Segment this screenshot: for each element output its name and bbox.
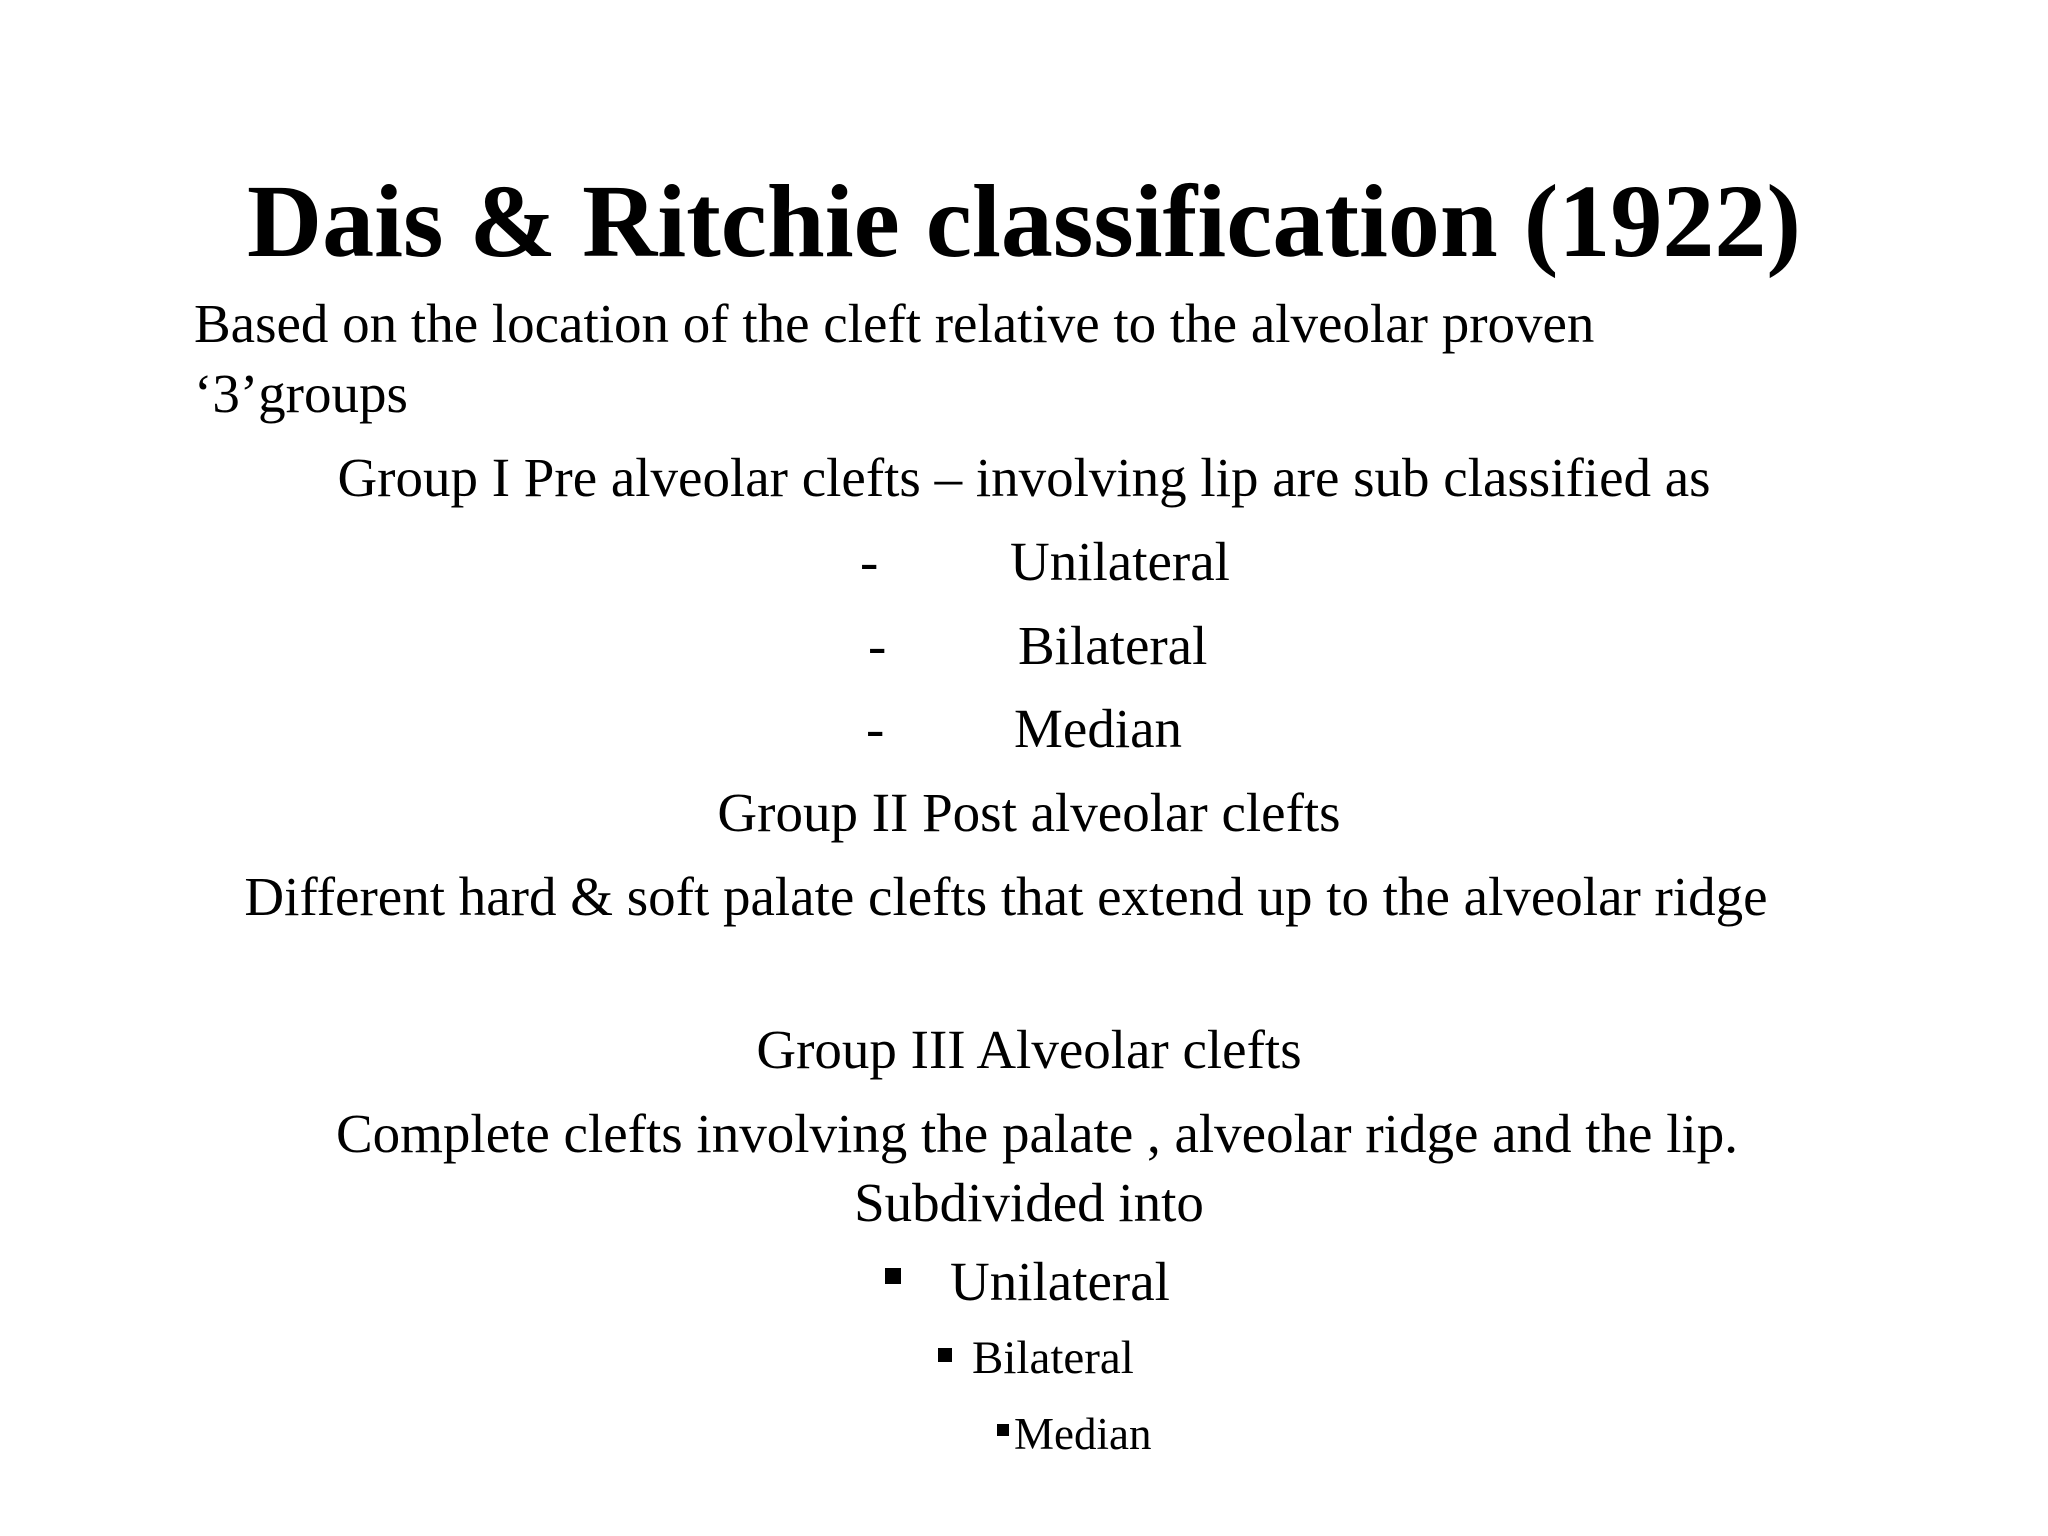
intro-line-1: Based on the location of the cleft relative to the alveolar proven — [194, 293, 1595, 354]
group1-item-unilateral: Unilateral — [1010, 531, 1230, 592]
group1-dash-3: - — [866, 698, 885, 759]
group2-description: Different hard & soft palate clefts that extend up to the alveolar ridge — [244, 866, 1768, 927]
group1-item-bilateral: Bilateral — [1018, 615, 1208, 676]
group3-description-line-2: Subdivided into — [854, 1172, 1204, 1233]
group3-heading: Group III Alveolar clefts — [756, 1019, 1302, 1080]
group1-dash-2: - — [868, 615, 887, 676]
square-bullet-icon — [997, 1424, 1009, 1436]
square-bullet-icon — [885, 1268, 901, 1284]
group3-description-line-1: Complete clefts involving the palate , alveolar ridge and the lip. — [335, 1103, 1739, 1164]
square-bullet-icon — [938, 1348, 952, 1362]
group2-heading: Group II Post alveolar clefts — [717, 782, 1341, 843]
group3-item-bilateral: Bilateral — [972, 1332, 1134, 1384]
group3-item-median: Median — [1014, 1409, 1152, 1459]
group1-dash-1: - — [860, 531, 879, 592]
group1-item-median: Median — [1014, 698, 1183, 759]
group3-item-unilateral: Unilateral — [950, 1251, 1170, 1312]
slide-title: Dais & Ritchie classification (1922) — [246, 164, 1801, 279]
group1-heading: Group I Pre alveolar clefts – involving lip are sub classified as — [337, 447, 1711, 508]
intro-line-2: ‘3’groups — [194, 363, 408, 424]
